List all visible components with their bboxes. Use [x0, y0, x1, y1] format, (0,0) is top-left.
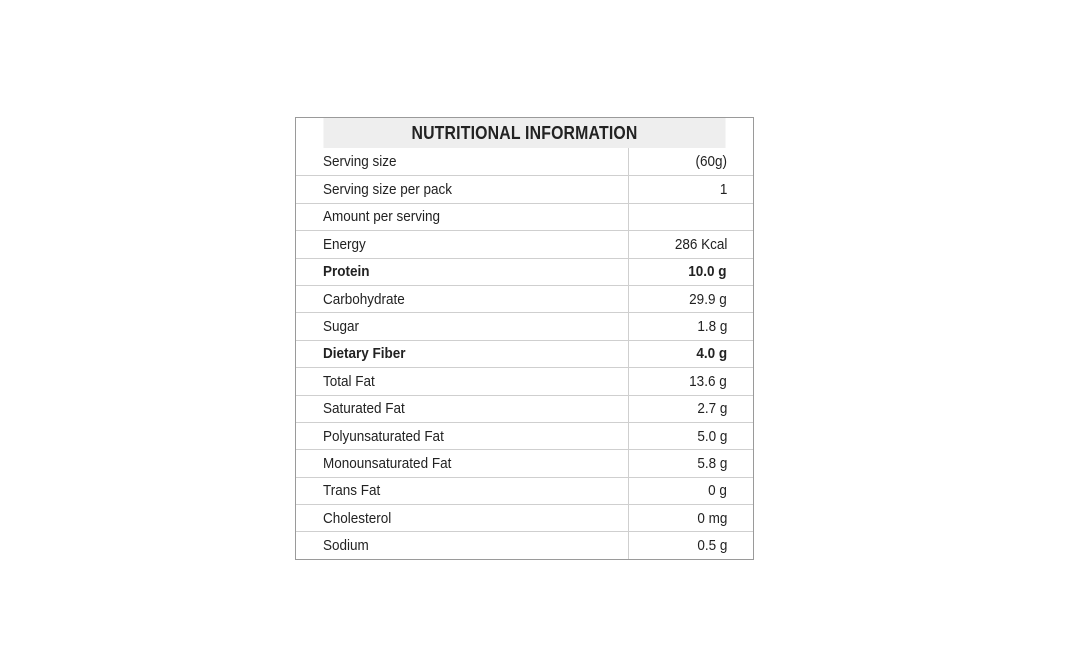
nutrient-label-cell: [296, 148, 629, 175]
nutrient-label-cell: [296, 478, 629, 504]
nutrient-label: Dietary Fiber: [323, 345, 406, 363]
table-body: [296, 148, 753, 559]
nutrient-label-cell: [296, 176, 629, 202]
nutrient-label: Serving size per pack: [323, 181, 453, 199]
nutrient-value: 10.0 g: [688, 263, 727, 281]
nutrient-label: Sugar: [323, 318, 360, 336]
nutrient-value: 2.7 g: [696, 400, 727, 418]
nutrient-label: Serving size: [323, 153, 397, 171]
nutrient-label-cell: [296, 450, 629, 476]
nutrient-label-cell: [296, 368, 629, 394]
nutrient-value-cell: [629, 341, 753, 367]
nutrient-value-cell: [629, 450, 753, 476]
nutrient-value: 29.9 g: [689, 290, 727, 308]
nutrient-label: Polyunsaturated Fat: [323, 427, 444, 445]
table-row: [296, 449, 753, 476]
nutrient-value-cell: [629, 368, 753, 394]
nutrient-label-cell: [296, 341, 629, 367]
nutrient-value: 0 g: [708, 482, 727, 500]
nutrient-value: 1.8 g: [696, 318, 727, 336]
nutrient-value: 286 Kcal: [674, 235, 727, 253]
nutrient-value: (60g): [695, 153, 727, 171]
nutrient-value-cell: [629, 231, 753, 257]
nutrient-label-cell: [296, 313, 629, 339]
table-row: [296, 148, 753, 175]
nutrient-value-cell: [629, 204, 753, 230]
nutrient-value-cell: [629, 148, 753, 175]
nutrient-label: Trans Fat: [323, 482, 381, 500]
nutrient-label: Saturated Fat: [323, 400, 405, 418]
nutrient-label-cell: [296, 532, 629, 558]
nutrient-label: Monounsaturated Fat: [323, 454, 452, 472]
nutrient-value-cell: [629, 505, 753, 531]
nutrient-value-cell: [629, 286, 753, 312]
nutrient-label-cell: [296, 231, 629, 257]
nutrient-label: Cholesterol: [323, 509, 392, 527]
nutrient-label: Sodium: [323, 537, 369, 555]
nutrient-value-cell: [629, 478, 753, 504]
nutrient-value: 4.0 g: [696, 345, 727, 363]
nutrient-value-cell: [629, 423, 753, 449]
table-row: [296, 340, 753, 367]
nutrient-value: 5.0 g: [696, 427, 727, 445]
nutrient-label: Energy: [323, 235, 366, 253]
table-row: [296, 531, 753, 558]
nutrient-label: Total Fat: [323, 372, 375, 390]
table-row: [296, 504, 753, 531]
nutrient-value: 13.6 g: [689, 372, 727, 390]
table-title: NUTRITIONAL INFORMATION: [323, 118, 725, 148]
nutrient-label: Amount per serving: [323, 208, 441, 226]
nutrient-value-cell: [629, 396, 753, 422]
table-row: [296, 230, 753, 257]
nutrient-label-cell: [296, 204, 629, 230]
table-row: [296, 203, 753, 230]
table-row: [296, 312, 753, 339]
nutrient-value: 5.8 g: [696, 454, 727, 472]
nutrient-label-cell: [296, 286, 629, 312]
nutrient-value: 1: [719, 181, 727, 199]
table-row: [296, 285, 753, 312]
nutrient-value: 0 mg: [696, 509, 727, 527]
nutrient-label-cell: [296, 396, 629, 422]
nutrient-value-cell: [629, 313, 753, 339]
table-row: [296, 395, 753, 422]
nutrient-value-cell: [629, 176, 753, 202]
table-row: [296, 258, 753, 285]
table-row: [296, 367, 753, 394]
nutrition-table: [295, 117, 754, 560]
table-row: [296, 422, 753, 449]
table-row: [296, 175, 753, 202]
table-row: [296, 477, 753, 504]
nutrient-label: Carbohydrate: [323, 290, 405, 308]
nutrient-label-cell: [296, 423, 629, 449]
nutrient-label-cell: [296, 259, 629, 285]
nutrient-label: Protein: [323, 263, 370, 281]
nutrient-value: 0.5 g: [696, 537, 727, 555]
nutrient-label-cell: [296, 505, 629, 531]
nutrient-value-cell: [629, 532, 753, 558]
nutrient-value-cell: [629, 259, 753, 285]
